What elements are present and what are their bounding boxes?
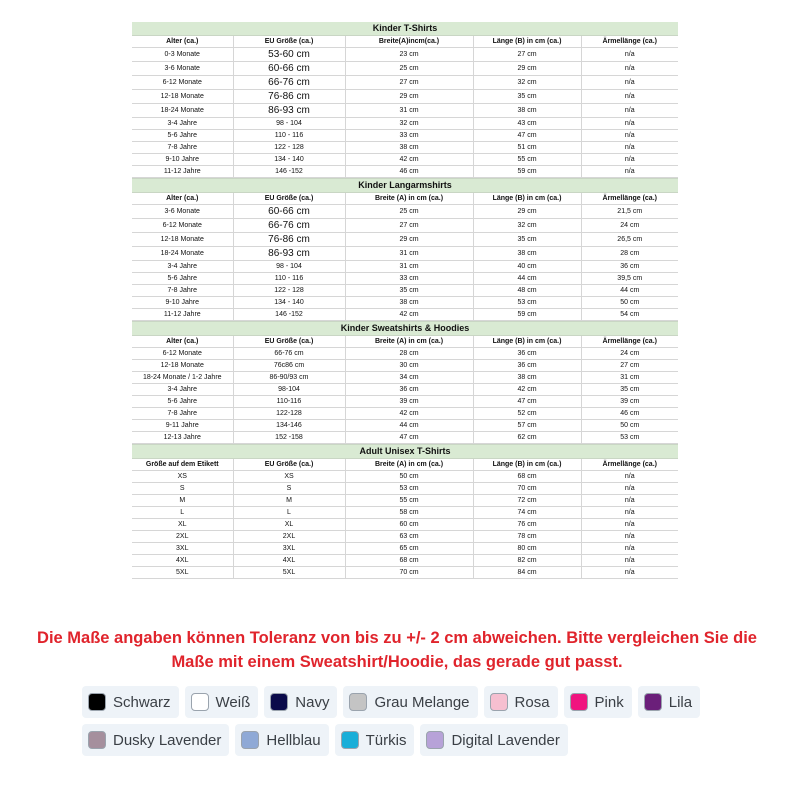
table-cell: 53 cm	[473, 297, 581, 309]
table-cell: 86-90/93 cm	[233, 372, 345, 384]
table-cell: 31 cm	[345, 261, 473, 273]
table-cell: 57 cm	[473, 420, 581, 432]
table-cell: 51 cm	[473, 142, 581, 154]
color-swatch-icon	[88, 731, 106, 749]
table-cell: 32 cm	[473, 76, 581, 90]
table-cell: 46 cm	[345, 166, 473, 178]
table-row	[132, 519, 678, 531]
color-row	[82, 724, 762, 756]
table-cell: 40 cm	[473, 261, 581, 273]
table-cell: 36 cm	[473, 360, 581, 372]
header-row	[132, 336, 678, 348]
table-row	[132, 396, 678, 408]
section-title: Kinder T-Shirts	[132, 22, 678, 36]
table-cell: 66-76 cm	[233, 76, 345, 90]
table-cell: 70 cm	[473, 483, 581, 495]
table-cell: 60-66 cm	[233, 205, 345, 219]
table-cell: 98-104	[233, 384, 345, 396]
color-label: Schwarz	[113, 693, 171, 711]
table-row	[132, 76, 678, 90]
column-header: Länge (B) in cm (ca.)	[473, 36, 581, 48]
column-header: Alter (ca.)	[132, 336, 233, 348]
table-cell: n/a	[581, 555, 678, 567]
table-cell: 43 cm	[473, 118, 581, 130]
table-cell: XL	[132, 519, 233, 531]
table-cell: 134-146	[233, 420, 345, 432]
table-cell: 122 - 128	[233, 142, 345, 154]
table-cell: 60 cm	[345, 519, 473, 531]
table-cell: 5-6 Jahre	[132, 130, 233, 142]
table-cell: 3XL	[233, 543, 345, 555]
table-cell: 98 - 104	[233, 118, 345, 130]
color-swatch-icon	[341, 731, 359, 749]
table-cell: 9-10 Jahre	[132, 154, 233, 166]
table-row	[132, 408, 678, 420]
table-cell: 60-66 cm	[233, 62, 345, 76]
color-row	[82, 686, 762, 718]
table-cell: 44 cm	[345, 420, 473, 432]
table-row	[132, 471, 678, 483]
table-row	[132, 420, 678, 432]
table-cell: 76-86 cm	[233, 90, 345, 104]
table-row	[132, 483, 678, 495]
table-cell: 72 cm	[473, 495, 581, 507]
table-cell: 74 cm	[473, 507, 581, 519]
table-cell: 86-93 cm	[233, 104, 345, 118]
table-cell: 21,5 cm	[581, 205, 678, 219]
table-cell: 30 cm	[345, 360, 473, 372]
column-header: EU Größe (ca.)	[233, 459, 345, 471]
table-row	[132, 495, 678, 507]
table-cell: 134 - 140	[233, 154, 345, 166]
table-cell: 42 cm	[473, 384, 581, 396]
color-swatch-icon	[241, 731, 259, 749]
table-cell: n/a	[581, 507, 678, 519]
table-cell: 53 cm	[581, 432, 678, 444]
table-cell: 9-10 Jahre	[132, 297, 233, 309]
table-cell: 63 cm	[345, 531, 473, 543]
table-cell: 7-8 Jahre	[132, 142, 233, 154]
table-cell: 18-24 Monate	[132, 104, 233, 118]
table-cell: 12-18 Monate	[132, 360, 233, 372]
table-cell: 3-6 Monate	[132, 62, 233, 76]
table-row	[132, 297, 678, 309]
column-header: Länge (B) in cm (ca.)	[473, 193, 581, 205]
color-swatch-icon	[88, 693, 106, 711]
table-cell: 9-11 Jahre	[132, 420, 233, 432]
column-header: Breite (A) in cm (ca.)	[345, 459, 473, 471]
color-option-dusky-lavender[interactable]	[82, 724, 229, 756]
color-swatch-icon	[490, 693, 508, 711]
table-cell: 42 cm	[345, 408, 473, 420]
section-kinder-t-shirts	[132, 22, 678, 178]
table-cell: XS	[132, 471, 233, 483]
table-cell: 50 cm	[581, 420, 678, 432]
table-cell: 59 cm	[473, 166, 581, 178]
table-cell: 11-12 Jahre	[132, 309, 233, 321]
table-cell: n/a	[581, 166, 678, 178]
table-cell: 146 -152	[233, 309, 345, 321]
header-row	[132, 36, 678, 48]
table-row	[132, 247, 678, 261]
table-cell: 86-93 cm	[233, 247, 345, 261]
color-swatch-icon	[570, 693, 588, 711]
color-label: Hellblau	[266, 731, 321, 749]
column-header: EU Größe (ca.)	[233, 336, 345, 348]
table-cell: 54 cm	[581, 309, 678, 321]
table-cell: n/a	[581, 62, 678, 76]
color-label: Digital Lavender	[451, 731, 560, 749]
table-cell: 23 cm	[345, 48, 473, 62]
note-line: Maße mit einem Sweatshirt/Hoodie, das gerade gut passt.	[171, 653, 623, 671]
table-cell: 76c86 cm	[233, 360, 345, 372]
table-cell: 3-4 Jahre	[132, 261, 233, 273]
table-cell: 44 cm	[581, 285, 678, 297]
table-cell: 18-24 Monate / 1-2 Jahre	[132, 372, 233, 384]
table-row	[132, 142, 678, 154]
table-row	[132, 118, 678, 130]
table-cell: 82 cm	[473, 555, 581, 567]
table-row	[132, 219, 678, 233]
table-cell: 65 cm	[345, 543, 473, 555]
table-cell: n/a	[581, 142, 678, 154]
table-row	[132, 130, 678, 142]
table-cell: 6-12 Monate	[132, 219, 233, 233]
section-kinder-sweatshirts-hoodies	[132, 321, 678, 444]
table-row	[132, 507, 678, 519]
table-cell: 0-3 Monate	[132, 48, 233, 62]
table-cell: 29 cm	[473, 205, 581, 219]
table-cell: 38 cm	[345, 297, 473, 309]
tolerance-note	[0, 626, 794, 674]
color-label: Grau Melange	[374, 693, 470, 711]
color-option-schwarz[interactable]	[82, 686, 179, 718]
table-cell: 12-18 Monate	[132, 233, 233, 247]
table-cell: 7-8 Jahre	[132, 408, 233, 420]
table-cell: 122 - 128	[233, 285, 345, 297]
table-cell: 76 cm	[473, 519, 581, 531]
table-cell: 70 cm	[345, 567, 473, 579]
color-option-rosa[interactable]	[484, 686, 558, 718]
table-cell: S	[132, 483, 233, 495]
table-row	[132, 48, 678, 62]
column-header: Alter (ca.)	[132, 36, 233, 48]
table-cell: 55 cm	[473, 154, 581, 166]
table-row	[132, 372, 678, 384]
color-swatch-icon	[270, 693, 288, 711]
table-cell: 2XL	[132, 531, 233, 543]
table-cell: 5-6 Jahre	[132, 273, 233, 285]
table-row	[132, 233, 678, 247]
column-header: Ärmellänge (ca.)	[581, 193, 678, 205]
color-label: Lila	[668, 693, 693, 711]
table-cell: 33 cm	[345, 273, 473, 285]
table-cell: 3-4 Jahre	[132, 118, 233, 130]
table-cell: 110-116	[233, 396, 345, 408]
column-header: Größe auf dem Etikett	[132, 459, 233, 471]
table-row	[132, 154, 678, 166]
color-option-pink[interactable]	[564, 686, 632, 718]
table-cell: n/a	[581, 519, 678, 531]
table-cell: 25 cm	[345, 205, 473, 219]
table-cell: n/a	[581, 76, 678, 90]
table-cell: 36 cm	[473, 348, 581, 360]
table-cell: 68 cm	[345, 555, 473, 567]
table-cell: L	[132, 507, 233, 519]
table-cell: 52 cm	[473, 408, 581, 420]
table-row	[132, 348, 678, 360]
color-option-navy[interactable]	[264, 686, 337, 718]
table-cell: 42 cm	[345, 154, 473, 166]
table-row	[132, 432, 678, 444]
table-cell: 11-12 Jahre	[132, 166, 233, 178]
table-cell: 24 cm	[581, 348, 678, 360]
column-header: Ärmellänge (ca.)	[581, 336, 678, 348]
table-cell: n/a	[581, 531, 678, 543]
table-cell: M	[233, 495, 345, 507]
table-cell: 3-6 Monate	[132, 205, 233, 219]
table-cell: 134 - 140	[233, 297, 345, 309]
column-header: Breite (A) in cm (ca.)	[345, 336, 473, 348]
table-cell: L	[233, 507, 345, 519]
table-cell: n/a	[581, 495, 678, 507]
table-cell: 76-86 cm	[233, 233, 345, 247]
note-line: Die Maße angaben können Toleranz von bis zu +/- 2 cm abweichen. Bitte vergleichen Sie die	[37, 629, 757, 647]
color-options	[82, 686, 762, 762]
table-cell: n/a	[581, 483, 678, 495]
table-row	[132, 285, 678, 297]
table-row	[132, 309, 678, 321]
table-cell: 35 cm	[473, 90, 581, 104]
table-cell: M	[132, 495, 233, 507]
table-cell: 47 cm	[345, 432, 473, 444]
table-cell: 47 cm	[473, 396, 581, 408]
table-cell: 27 cm	[345, 219, 473, 233]
size-chart	[132, 22, 678, 579]
table-row	[132, 531, 678, 543]
table-cell: 152 -158	[233, 432, 345, 444]
table-cell: S	[233, 483, 345, 495]
table-cell: 46 cm	[581, 408, 678, 420]
table-cell: n/a	[581, 90, 678, 104]
color-option-hellblau[interactable]	[235, 724, 328, 756]
table-cell: 38 cm	[473, 104, 581, 118]
table-row	[132, 384, 678, 396]
table-cell: n/a	[581, 543, 678, 555]
table-cell: 80 cm	[473, 543, 581, 555]
table-cell: 47 cm	[473, 130, 581, 142]
table-cell: n/a	[581, 104, 678, 118]
table-cell: 98 - 104	[233, 261, 345, 273]
table-cell: n/a	[581, 567, 678, 579]
column-header: Breite (A) in cm (ca.)	[345, 193, 473, 205]
table-cell: 29 cm	[345, 90, 473, 104]
table-cell: 36 cm	[345, 384, 473, 396]
table-row	[132, 205, 678, 219]
table-cell: 48 cm	[473, 285, 581, 297]
table-cell: 3-4 Jahre	[132, 384, 233, 396]
table-cell: 29 cm	[345, 233, 473, 247]
table-cell: 12-13 Jahre	[132, 432, 233, 444]
section-title: Kinder Langarmshirts	[132, 178, 678, 193]
section-adult-unisex-t-shirts	[132, 444, 678, 579]
table-cell: 5XL	[132, 567, 233, 579]
header-row	[132, 193, 678, 205]
color-option-grau-melange[interactable]	[343, 686, 477, 718]
table-cell: XL	[233, 519, 345, 531]
table-cell: 53-60 cm	[233, 48, 345, 62]
table-cell: 27 cm	[581, 360, 678, 372]
table-cell: 7-8 Jahre	[132, 285, 233, 297]
table-cell: 5-6 Jahre	[132, 396, 233, 408]
color-label: Türkis	[365, 731, 407, 749]
table-cell: 53 cm	[345, 483, 473, 495]
table-row	[132, 567, 678, 579]
table-cell: 5XL	[233, 567, 345, 579]
table-cell: 26,5 cm	[581, 233, 678, 247]
table-cell: 6-12 Monate	[132, 348, 233, 360]
table-row	[132, 261, 678, 273]
table-cell: 44 cm	[473, 273, 581, 285]
table-cell: 27 cm	[345, 76, 473, 90]
table-cell: 84 cm	[473, 567, 581, 579]
table-cell: n/a	[581, 48, 678, 62]
table-cell: 12-18 Monate	[132, 90, 233, 104]
table-cell: 146 -152	[233, 166, 345, 178]
table-cell: 32 cm	[345, 118, 473, 130]
table-cell: 29 cm	[473, 62, 581, 76]
table-cell: 6-12 Monate	[132, 76, 233, 90]
section-title: Kinder Sweatshirts & Hoodies	[132, 321, 678, 336]
color-label: Pink	[594, 693, 624, 711]
table-cell: XS	[233, 471, 345, 483]
table-cell: 27 cm	[473, 48, 581, 62]
size-table	[132, 36, 678, 178]
column-header: Ärmellänge (ca.)	[581, 459, 678, 471]
table-cell: n/a	[581, 118, 678, 130]
table-cell: 38 cm	[345, 142, 473, 154]
table-cell: n/a	[581, 154, 678, 166]
table-cell: 24 cm	[581, 219, 678, 233]
table-cell: 4XL	[233, 555, 345, 567]
table-cell: 42 cm	[345, 309, 473, 321]
section-kinder-langarmshirts	[132, 178, 678, 321]
table-cell: n/a	[581, 130, 678, 142]
size-table	[132, 193, 678, 321]
table-cell: n/a	[581, 471, 678, 483]
table-cell: 34 cm	[345, 372, 473, 384]
table-cell: 31 cm	[581, 372, 678, 384]
color-swatch-icon	[191, 693, 209, 711]
color-label: Weiß	[215, 693, 251, 711]
table-cell: 55 cm	[345, 495, 473, 507]
section-title: Adult Unisex T-Shirts	[132, 444, 678, 459]
column-header: Breite(A)incm(ca.)	[345, 36, 473, 48]
table-row	[132, 166, 678, 178]
color-option-türkis[interactable]	[335, 724, 415, 756]
table-cell: 36 cm	[581, 261, 678, 273]
table-cell: 110 - 116	[233, 273, 345, 285]
table-cell: 4XL	[132, 555, 233, 567]
table-row	[132, 543, 678, 555]
header-row	[132, 459, 678, 471]
table-cell: 39,5 cm	[581, 273, 678, 285]
table-cell: 35 cm	[581, 384, 678, 396]
column-header: Länge (B) in cm (ca.)	[473, 459, 581, 471]
column-header: Ärmellänge (ca.)	[581, 36, 678, 48]
table-row	[132, 360, 678, 372]
table-cell: 39 cm	[581, 396, 678, 408]
table-cell: 25 cm	[345, 62, 473, 76]
table-cell: 28 cm	[345, 348, 473, 360]
color-swatch-icon	[349, 693, 367, 711]
column-header: EU Größe (ca.)	[233, 36, 345, 48]
table-cell: 122-128	[233, 408, 345, 420]
table-cell: 66-76 cm	[233, 219, 345, 233]
table-cell: 35 cm	[473, 233, 581, 247]
table-cell: 50 cm	[581, 297, 678, 309]
table-cell: 32 cm	[473, 219, 581, 233]
table-cell: 31 cm	[345, 104, 473, 118]
table-cell: 59 cm	[473, 309, 581, 321]
table-cell: 50 cm	[345, 471, 473, 483]
color-option-lila[interactable]	[638, 686, 700, 718]
table-cell: 18-24 Monate	[132, 247, 233, 261]
table-cell: 66-76 cm	[233, 348, 345, 360]
table-row	[132, 104, 678, 118]
table-cell: 2XL	[233, 531, 345, 543]
table-row	[132, 62, 678, 76]
color-swatch-icon	[426, 731, 444, 749]
table-cell: 62 cm	[473, 432, 581, 444]
table-cell: 28 cm	[581, 247, 678, 261]
table-cell: 33 cm	[345, 130, 473, 142]
color-option-digital-lavender[interactable]	[420, 724, 567, 756]
table-row	[132, 90, 678, 104]
table-cell: 38 cm	[473, 247, 581, 261]
table-cell: 68 cm	[473, 471, 581, 483]
color-label: Dusky Lavender	[113, 731, 222, 749]
table-cell: 31 cm	[345, 247, 473, 261]
color-option-weiß[interactable]	[185, 686, 259, 718]
column-header: EU Größe (ca.)	[233, 193, 345, 205]
color-label: Rosa	[514, 693, 550, 711]
table-cell: 58 cm	[345, 507, 473, 519]
color-swatch-icon	[644, 693, 662, 711]
table-cell: 35 cm	[345, 285, 473, 297]
size-table	[132, 459, 678, 579]
table-cell: 110 - 116	[233, 130, 345, 142]
color-label: Navy	[295, 693, 330, 711]
table-row	[132, 555, 678, 567]
column-header: Alter (ca.)	[132, 193, 233, 205]
size-table	[132, 336, 678, 444]
table-cell: 38 cm	[473, 372, 581, 384]
table-cell: 3XL	[132, 543, 233, 555]
column-header: Länge (B) in cm (ca.)	[473, 336, 581, 348]
table-cell: 39 cm	[345, 396, 473, 408]
table-cell: 78 cm	[473, 531, 581, 543]
table-row	[132, 273, 678, 285]
